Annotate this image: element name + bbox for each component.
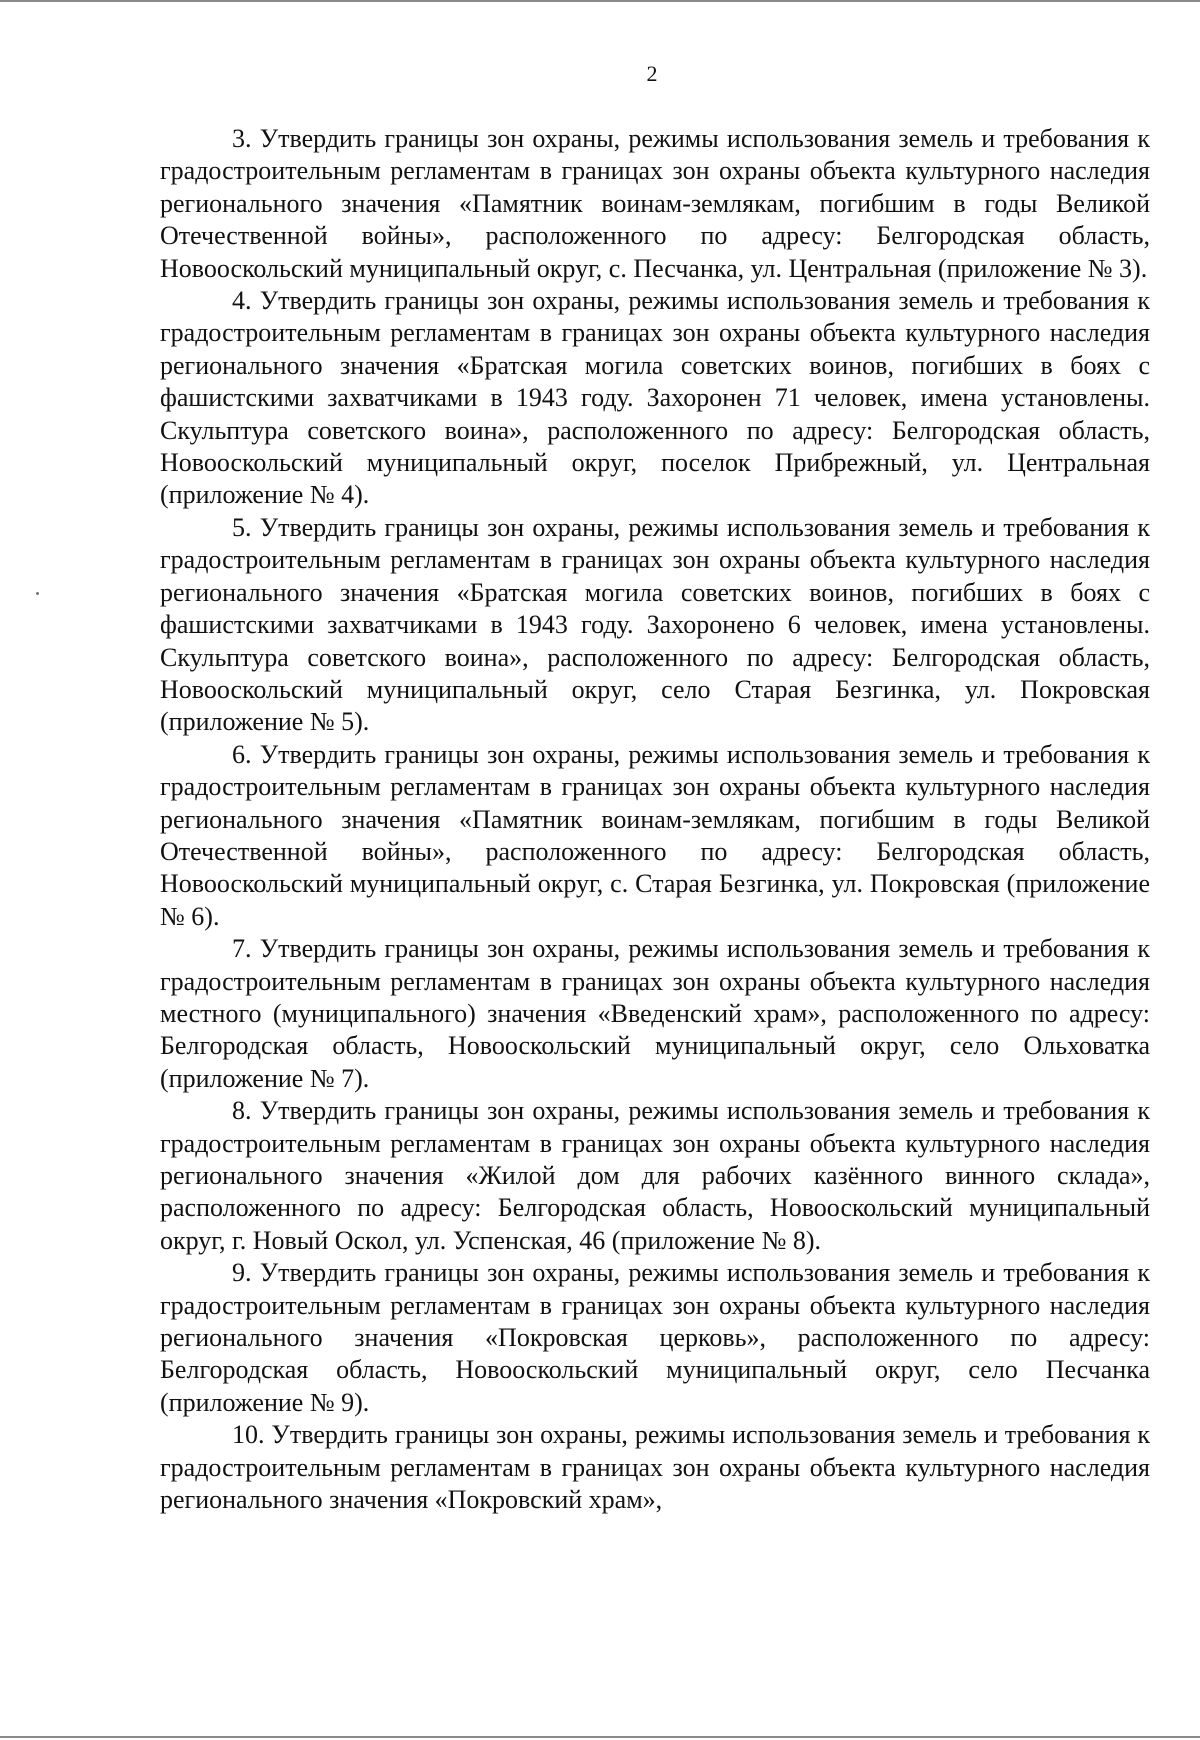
paragraph-item-7: 7. Утвердить границы зон охраны, режимы использования земель и требования к градостроительным регламентам в границах зон охраны объекта культурного наследия местного (муниципального) значения «Введенский храм», расположенного по адресу: Белгородская область, Новооскольский муниципальный округ, село Ольховатка (приложение № 7). <box>160 934 1150 1093</box>
scan-speck <box>36 592 39 595</box>
page-number: 2 <box>646 61 658 86</box>
paragraph-item-5: 5. Утвердить границы зон охраны, режимы использования земель и требования к градостроительным регламентам в границах зон охраны объекта культурного наследия регионального значения «Братская могила советских воинов, погибших в боях с фашистскими захватчиками в 1943 году. Захоронено 6 человек, имена установлены. Скульптура советского воина», расположенного по адресу: Белгородская область, Новооскольский муниципальный округ, село Старая Безгинка, ул. Покровская (приложение № 5). <box>160 512 1150 737</box>
paragraph-item-3: 3. Утвердить границы зон охраны, режимы использования земель и требования к градостроительным регламентам в границах зон охраны объекта культурного наследия регионального значения «Памятник воинам-землякам, погибшим в годы Великой Отечественной войны», расположенного по адресу: Белгородская область, Новооскольский муниципальный округ, с. Песчанка, ул. Центральная (приложение № 3). <box>160 124 1150 283</box>
page-top-edge <box>0 0 1200 2</box>
paragraph-item-4: 4. Утвердить границы зон охраны, режимы использования земель и требования к градостроительным регламентам в границах зон охраны объекта культурного наследия регионального значения «Братская могила советских воинов, погибших в боях с фашистскими захватчиками в 1943 году. Захоронен 71 человек, имена установлены. Скульптура советского воина», расположенного по адресу: Белгородская область, Новооскольский муниципальный округ, поселок Прибрежный, ул. Центральная (приложение № 4). <box>160 286 1150 510</box>
document-body <box>160 123 1150 1516</box>
paragraph-item-6: 6. Утвердить границы зон охраны, режимы использования земель и требования к градостроительным регламентам в границах зон охраны объекта культурного наследия регионального значения «Памятник воинам-землякам, погибшим в годы Великой Отечественной войны», расположенного по адресу: Белгородская область, Новооскольский муниципальный округ, с. Старая Безгинка, ул. Покровская (приложение № 6). <box>160 739 1150 931</box>
paragraph-item-9: 9. Утвердить границы зон охраны, режимы использования земель и требования к градостроительным регламентам в границах зон охраны объекта культурного наследия регионального значения «Покровская церковь», расположенного по адресу: Белгородская область, Новооскольский муниципальный округ, село Песчанка (приложение № 9). <box>160 1258 1150 1417</box>
page-bottom-edge <box>0 1736 1200 1738</box>
paragraph-item-10: 10. Утвердить границы зон охраны, режимы использования земель и требования к градостроительным регламентам в границах зон охраны объекта культурного наследия регионального значения «Покровский храм», <box>160 1420 1150 1515</box>
paragraph-item-8: 8. Утвердить границы зон охраны, режимы использования земель и требования к градостроительным регламентам в границах зон охраны объекта культурного наследия регионального значения «Жилой дом для рабочих казённого винного склада», расположенного по адресу: Белгородская область, Новооскольский муниципальный округ, г. Новый Оскол, ул. Успенская, 46 (приложение № 8). <box>160 1096 1150 1255</box>
